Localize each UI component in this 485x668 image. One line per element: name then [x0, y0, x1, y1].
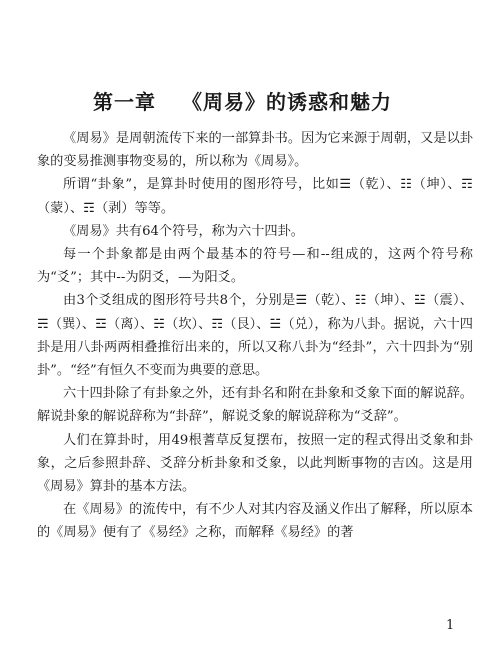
paragraph-6: 六十四卦除了有卦象之外，还有卦名和附在卦象和爻象下面的解说辞。解说卦象的解说辞称为“卦辞”，解说爻象的解说辞称为“爻辞”。 — [37, 386, 473, 425]
chapter-heading — [0, 86, 485, 115]
page-number: 1 — [446, 618, 455, 633]
paragraph-3: 《周易》共有64个符号，称为六十四卦。 — [63, 223, 304, 239]
paragraph-5: 由3个爻组成的图形符号共8个，分别是☰（乾）、☷（坤）、☳（震）、☴（巽）、☲（离）、☵（坎）、☶（艮）、☱（兑），称为八卦。据说，六十四卦是用八卦两两相叠推衍出来的，所以又称八卦为“经卦”，六十四卦为“别卦”。“经”有恒久不变而为典要的意思。 — [37, 293, 473, 379]
paragraph-7: 人们在算卦时，用49根蓍草反复摆布，按照一定的程式得出爻象和卦象，之后参照卦辞、爻辞分析卦象和爻象，以此判断事物的吉凶。这是用《周易》算卦的基本方法。 — [37, 432, 473, 495]
paragraph-8: 在《周易》的流传中，有不少人对其内容及涵义作出了解释，所以原本的《周易》便有了《易经》之称，而解释《易经》的著 — [37, 502, 473, 541]
paragraph-2: 所谓“卦象”，是算卦时使用的图形符号，比如☰（乾）、☷（坤）、☶（蒙）、☶（剥）等等。 — [37, 177, 473, 216]
chapter-title: 《周易》的诱惑和魅力 — [182, 90, 392, 114]
paragraph-4: 每一个卦象都是由两个最基本的符号—和--组成的，这两个符号称为“爻”；其中--为阴爻，—为阳爻。 — [37, 247, 473, 286]
chapter-number: 第一章 — [93, 90, 156, 114]
chapter-body — [37, 127, 473, 545]
paragraph-1: 《周易》是周朝流传下来的一部算卦书。因为它来源于周朝，又是以卦象的变易推测事物变易的，所以称为《周易》。 — [37, 131, 473, 170]
